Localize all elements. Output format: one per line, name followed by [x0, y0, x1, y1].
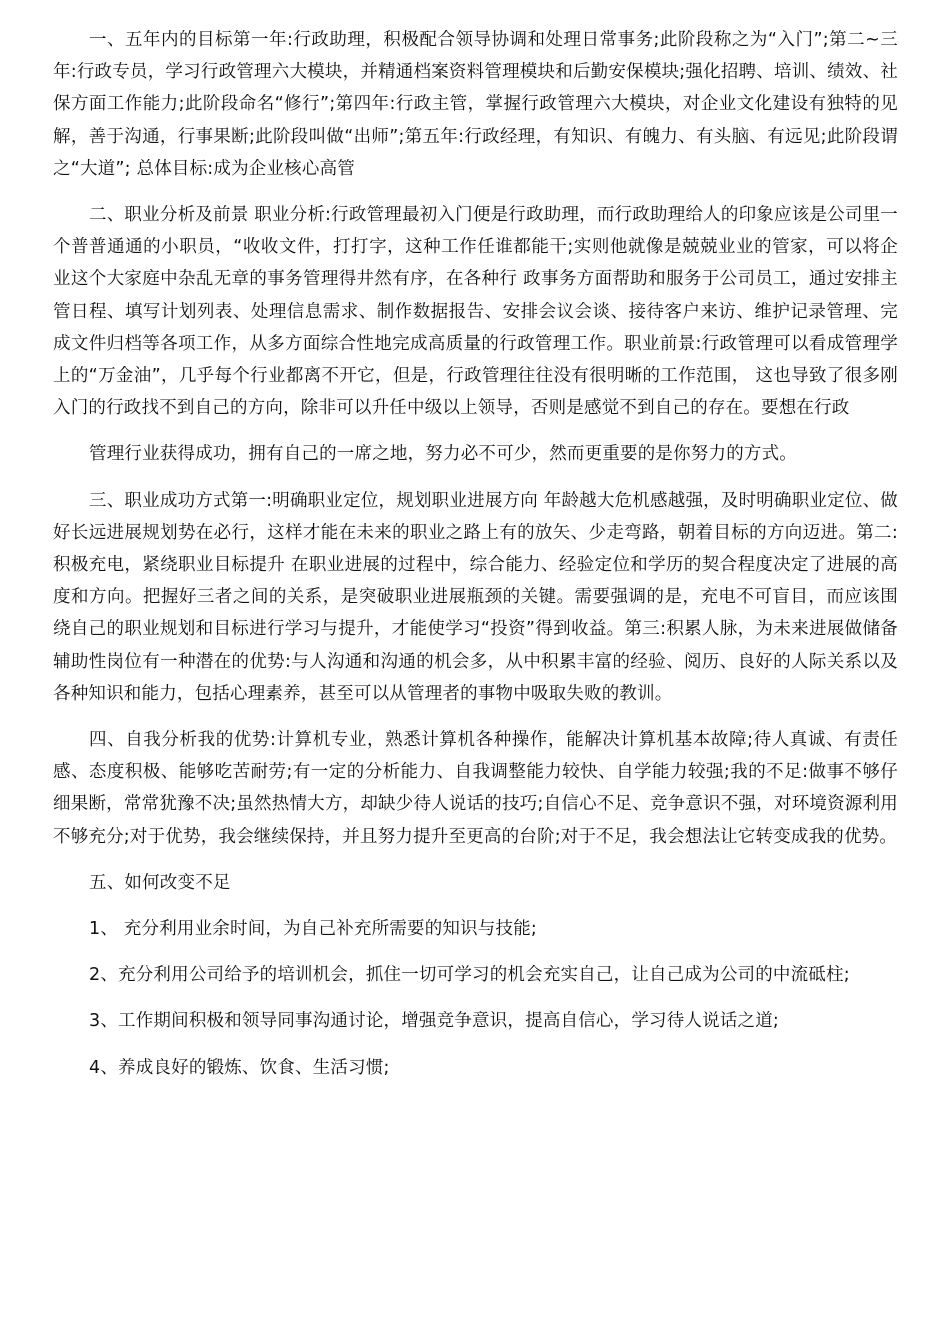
list-item: 3、工作期间积极和领导同事沟通讨论，增强竞争意识，提高自信心，学习待人说话之道; — [89, 1011, 780, 1032]
paragraph-self-analysis: 四、自我分析我的优势:计算机专业，熟悉计算机各种操作，能解决计算机基本故障;待人真诚、有责任感、态度积极、能够吃苦耐劳;有一定的分析能力、自我调整能力较快、自学能力较强;我的不足:做事不够仔细果断，常常犹豫不决;虽然热情大方，却缺少待人说话的技巧;自信心不足、竞争意识不强，对环境资源利用不够充分;对于优势，我会继续保持，并且努力提升至更高的台阶;对于不足，我会想法让它转变成我的优势。 — [53, 730, 898, 847]
list-item: 1、 充分利用业余时间，为自己补充所需要的知识与技能; — [89, 919, 537, 940]
paragraph-career-analysis-continued: 管理行业获得成功，拥有自己的一席之地，努力必不可少，然而更重要的是你努力的方式。 — [89, 444, 797, 465]
paragraph-goals: 一、五年内的目标第一年:行政助理，积极配合领导协调和处理日常事务;此阶段称之为“入门”;第二~三年:行政专员，学习行政管理六大模块，并精通档案资料管理模块和后勤安保模块;强化招聘、培训、绩效、社保方面工作能力;此阶段命名“修行”;第四年:行政主管，掌握行政管理六大模块，对企业文化建设有独特的见解，善于沟通，行事果断;此阶段叫做“出师”;第五年:行政经理，有知识、有魄力、有头脑、有远见;此阶段谓之“大道”; 总体目标:成为企业核心高管 — [53, 30, 898, 179]
list-item: 4、养成良好的锻炼、饮食、生活习惯; — [89, 1057, 390, 1078]
paragraph-career-analysis: 二、职业分析及前景 职业分析:行政管理最初入门便是行政助理，而行政助理给人的印象应该是公司里一个普普通通的小职员，“收收文件，打打字，这种工作任谁都能干;实则他就像是兢兢业业的管家，可以将企业这个大家庭中杂乱无章的事务管理得井然有序，在各种行 政事务方面帮助和服务于公司员工，通过安排主管日程、填写计划列表、处理信息需求、制作数据报告、安排会议会谈、接待客户来访、维护记录管理、完成文件归档等各项工作，从多方面综合性地完成高质量的行政管理工作。职业前景:行政管理可以看成管理学上的“万金油”，几乎每个行业都离不开它，但是，行政管理往往没有很明晰的工作范围， 这也导致了很多刚入门的行政找不到自己的方向，除非可以升任中级以上领导，否则是感觉不到自己的存在。要想在行政 — [53, 205, 898, 419]
list-item: 2、充分利用公司给予的培训机会，抓住一切可学习的机会充实自己，让自己成为公司的中流砥柱; — [89, 965, 850, 986]
paragraph-success-methods: 三、职业成功方式第一:明确职业定位，规划职业进展方向 年龄越大危机感越强，及时明确职业定位、做好长远进展规划势在必行，这样才能在未来的职业之路上有的放矢、少走弯路，朝着目标的方向迈进。第二:积极充电，紧绕职业目标提升 在职业进展的过程中，综合能力、经验定位和学历的契合程度决定了进展的高度和方向。把握好三者之间的关系，是突破职业进展瓶颈的关键。需要强调的是，充电不可盲目，而应该围绕自己的职业规划和目标进行学习与提升，才能使学习“投资”得到收益。第三:积累人脉，为未来进展做储备辅助性岗位有一种潜在的优势:与人沟通和沟通的机会多，从中积累丰富的经验、阅历、良好的人际关系以及各种知识和能力，包括心理素养，甚至可以从管理者的事物中吸取失败的教训。 — [53, 490, 898, 704]
document-page — [53, 24, 898, 1098]
heading-how-to-improve: 五、如何改变不足 — [89, 872, 231, 893]
